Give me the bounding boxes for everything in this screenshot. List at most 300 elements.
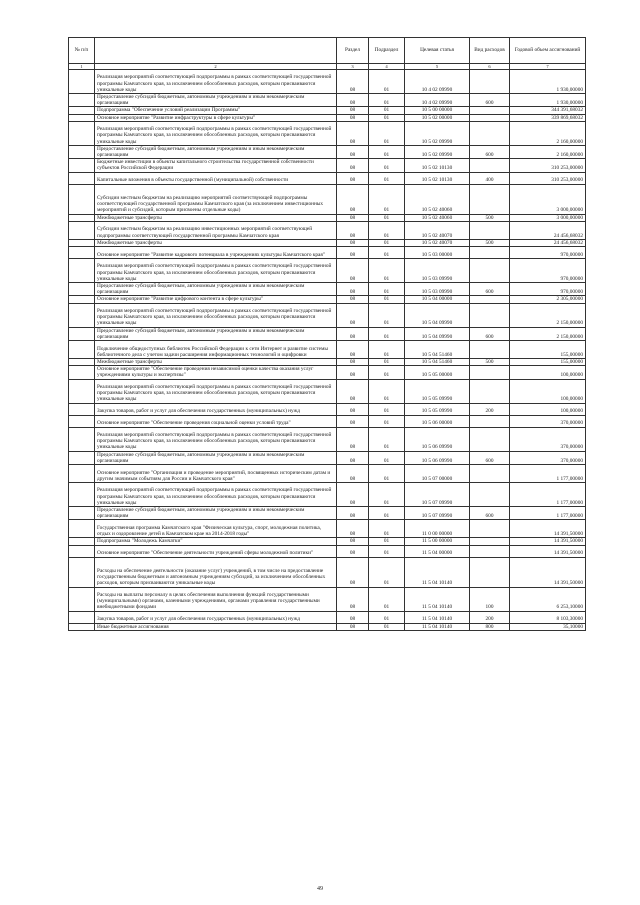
row-razdel-cell: 08 <box>337 184 369 214</box>
row-target-article-cell: 10 5 02 09990 <box>405 145 470 158</box>
row-amount-cell: 970,00000 <box>510 247 586 259</box>
row-expense-type-cell <box>470 107 510 114</box>
row-target-article-cell: 10 5 06 09990 <box>405 427 470 451</box>
row-name-cell: Подпрограмма "Молодежь Камчатки" <box>95 538 337 545</box>
row-target-article-cell: 10 5 02 40070 <box>405 239 470 246</box>
row-target-article-cell: 10 5 04 51460 <box>405 341 470 359</box>
row-amount-cell: 100,00000 <box>510 379 586 403</box>
row-number-cell <box>69 465 95 483</box>
row-razdel-cell: 08 <box>337 70 369 94</box>
row-razdel-cell: 08 <box>337 507 369 520</box>
row-podrazdel-cell: 01 <box>369 94 405 107</box>
row-expense-type-cell: 600 <box>470 507 510 520</box>
row-razdel-cell: 08 <box>337 283 369 296</box>
row-name-cell: Основное мероприятие "Развитие кадрового потенциала в учреждениях культуры Камчатского края" <box>95 247 337 259</box>
row-podrazdel-cell: 01 <box>369 283 405 296</box>
row-podrazdel-cell: 01 <box>369 172 405 184</box>
row-podrazdel-cell: 01 <box>369 623 405 630</box>
row-number-cell <box>69 247 95 259</box>
header-col-podrazdel: Подраздел <box>369 38 405 64</box>
table-row <box>69 283 586 296</box>
row-number-cell <box>69 107 95 114</box>
row-razdel-cell: 08 <box>337 259 369 283</box>
row-name-cell: Предоставление субсидий бюджетным, автономным учреждениям и иным некоммерческим организациям <box>95 283 337 296</box>
row-target-article-cell: 10 5 02 09990 <box>405 121 470 145</box>
table-row <box>69 427 586 451</box>
row-amount-cell: 14 391,50000 <box>510 538 586 545</box>
row-amount-cell: 370,00000 <box>510 451 586 464</box>
table-row <box>69 214 586 221</box>
table-row <box>69 327 586 340</box>
row-amount-cell: 1 930,00000 <box>510 70 586 94</box>
row-number-cell <box>69 114 95 121</box>
row-target-article-cell: 10 5 02 40060 <box>405 214 470 221</box>
row-name-cell: Предоставление субсидий бюджетным, автономным учреждениям и иным некоммерческим организациям <box>95 327 337 340</box>
row-expense-type-cell <box>470 259 510 283</box>
row-amount-cell: 1 177,00000 <box>510 465 586 483</box>
row-expense-type-cell <box>470 379 510 403</box>
row-target-article-cell: 10 5 05 09990 <box>405 403 470 415</box>
row-name-cell: Основное мероприятие "Обеспечение проведения социальной оценки условий труда" <box>95 415 337 427</box>
row-amount-cell: 310 253,00000 <box>510 159 586 172</box>
row-target-article-cell: 10 5 02 00000 <box>405 114 470 121</box>
row-podrazdel-cell: 01 <box>369 587 405 611</box>
row-number-cell <box>69 507 95 520</box>
table-row <box>69 483 586 507</box>
page-number: 49 <box>317 886 323 892</box>
row-razdel-cell: 08 <box>337 94 369 107</box>
row-amount-cell: 100,00000 <box>510 366 586 379</box>
row-number-cell <box>69 587 95 611</box>
table-row <box>69 451 586 464</box>
row-podrazdel-cell: 01 <box>369 214 405 221</box>
row-name-cell: Расходы на выплаты персоналу в целях обеспечения выполнения функций государственными (муниципальными) органами, казенными учреждениями, органами управления государственными внебюджетными фондами <box>95 587 337 611</box>
table-row <box>69 107 586 114</box>
row-podrazdel-cell: 01 <box>369 121 405 145</box>
row-name-cell: Субсидии местным бюджетам на реализацию инвестиционных мероприятий соответствующей подпрограммы соответствующей государственной программы Камчатского края <box>95 221 337 239</box>
row-amount-cell: 155,00000 <box>510 359 586 366</box>
row-name-cell: Основное мероприятие "Обеспечение проведения независимой оценки качества оказания услуг учреждениями культуры и экспертизы" <box>95 366 337 379</box>
column-index: 6 <box>470 64 510 70</box>
table-body <box>69 70 586 631</box>
row-number-cell <box>69 303 95 327</box>
row-razdel-cell: 08 <box>337 623 369 630</box>
table-row <box>69 159 586 172</box>
table-row <box>69 145 586 158</box>
table-row <box>69 70 586 94</box>
header-col-expense-type: Вид расходов <box>470 38 510 64</box>
row-razdel-cell: 08 <box>337 114 369 121</box>
row-razdel-cell: 08 <box>337 172 369 184</box>
row-amount-cell: 100,00000 <box>510 403 586 415</box>
row-podrazdel-cell: 01 <box>369 520 405 538</box>
row-razdel-cell: 08 <box>337 247 369 259</box>
row-name-cell: Реализация мероприятий соответствующей подпрограммы в рамках соответствующей государственной программы Камчатского края, за исключением обособленных расходов, которым присваиваются уникальные коды <box>95 427 337 451</box>
row-podrazdel-cell: 01 <box>369 427 405 451</box>
row-podrazdel-cell: 01 <box>369 145 405 158</box>
row-name-cell: Реализация мероприятий соответствующей подпрограммы в рамках соответствующей государственной программы Камчатского края, за исключением обособленных расходов, которым присваиваются уникальные коды <box>95 379 337 403</box>
row-expense-type-cell: 600 <box>470 283 510 296</box>
row-number-cell <box>69 366 95 379</box>
row-name-cell: Закупка товаров, работ и услуг для обеспечения государственных (муниципальных) нужд <box>95 403 337 415</box>
row-razdel-cell: 08 <box>337 379 369 403</box>
row-expense-type-cell <box>470 184 510 214</box>
row-razdel-cell: 08 <box>337 451 369 464</box>
row-number-cell <box>69 121 95 145</box>
row-razdel-cell: 08 <box>337 557 369 587</box>
row-target-article-cell: 11 5 04 10140 <box>405 557 470 587</box>
row-podrazdel-cell: 01 <box>369 107 405 114</box>
row-target-article-cell: 10 4 02 09990 <box>405 70 470 94</box>
row-expense-type-cell: 500 <box>470 239 510 246</box>
row-podrazdel-cell: 01 <box>369 296 405 303</box>
row-number-cell <box>69 283 95 296</box>
row-amount-cell: 2 150,00000 <box>510 327 586 340</box>
row-expense-type-cell <box>470 557 510 587</box>
row-amount-cell: 310 253,00000 <box>510 172 586 184</box>
table-row <box>69 611 586 623</box>
row-amount-cell: 6 253,10000 <box>510 587 586 611</box>
table-row <box>69 184 586 214</box>
row-target-article-cell: 10 5 06 00000 <box>405 415 470 427</box>
row-target-article-cell: 11 5 04 00000 <box>405 545 470 557</box>
row-target-article-cell: 10 5 07 00000 <box>405 465 470 483</box>
table-row <box>69 247 586 259</box>
row-podrazdel-cell: 01 <box>369 465 405 483</box>
row-expense-type-cell: 600 <box>470 145 510 158</box>
row-number-cell <box>69 221 95 239</box>
row-name-cell: Подключение общедоступных библиотек Российской Федерации к сети Интернет и развитие системы библиотечного дела с учетом задачи расширения информационных технологий и оцифровки <box>95 341 337 359</box>
row-podrazdel-cell: 01 <box>369 327 405 340</box>
row-number-cell <box>69 341 95 359</box>
row-number-cell <box>69 296 95 303</box>
row-name-cell: Основное мероприятие "Обеспечение деятельности учреждений сферы молодежной политики" <box>95 545 337 557</box>
table-row <box>69 557 586 587</box>
row-razdel-cell: 08 <box>337 327 369 340</box>
column-index: 7 <box>510 64 586 70</box>
table-row <box>69 239 586 246</box>
row-razdel-cell: 08 <box>337 587 369 611</box>
row-razdel-cell: 08 <box>337 366 369 379</box>
row-amount-cell: 14 391,50000 <box>510 520 586 538</box>
row-expense-type-cell <box>470 221 510 239</box>
row-expense-type-cell <box>470 545 510 557</box>
row-podrazdel-cell: 01 <box>369 359 405 366</box>
row-name-cell: Межбюджетные трансферты <box>95 359 337 366</box>
row-podrazdel-cell: 01 <box>369 114 405 121</box>
row-number-cell <box>69 159 95 172</box>
row-name-cell: Подпрограмма "Обеспечение условий реализации Программы" <box>95 107 337 114</box>
table-row <box>69 623 586 630</box>
row-name-cell: Государственная программа Камчатского края "Физическая культура, спорт, молодежная политика, отдых и оздоровление детей в Камчатском крае на 2014-2018 годы" <box>95 520 337 538</box>
row-name-cell: Реализация мероприятий соответствующей подпрограммы в рамках соответствующей государственной программы Камчатского края, за исключением обособленных расходов, которым присваиваются уникальные коды <box>95 121 337 145</box>
row-target-article-cell: 10 5 04 09990 <box>405 327 470 340</box>
row-amount-cell: 24 456,68032 <box>510 239 586 246</box>
row-amount-cell: 2 160,00000 <box>510 145 586 158</box>
row-razdel-cell: 08 <box>337 107 369 114</box>
row-amount-cell: 14 391,50000 <box>510 545 586 557</box>
row-expense-type-cell <box>470 366 510 379</box>
row-podrazdel-cell: 01 <box>369 538 405 545</box>
row-expense-type-cell <box>470 247 510 259</box>
row-expense-type-cell <box>470 303 510 327</box>
row-expense-type-cell <box>470 415 510 427</box>
row-amount-cell: 370,00000 <box>510 427 586 451</box>
table-row <box>69 520 586 538</box>
row-razdel-cell: 08 <box>337 520 369 538</box>
row-name-cell: Основное мероприятие "Организация и проведение мероприятий, посвященных историческим датам и другим значимым событиям для России и Камчатского края" <box>95 465 337 483</box>
row-target-article-cell: 10 5 02 40070 <box>405 221 470 239</box>
row-razdel-cell: 08 <box>337 239 369 246</box>
row-podrazdel-cell: 01 <box>369 239 405 246</box>
row-razdel-cell: 08 <box>337 403 369 415</box>
row-amount-cell: 339 869,68032 <box>510 114 586 121</box>
row-amount-cell: 2 160,00000 <box>510 121 586 145</box>
row-number-cell <box>69 403 95 415</box>
row-target-article-cell: 11 5 04 10140 <box>405 623 470 630</box>
row-razdel-cell: 08 <box>337 483 369 507</box>
row-name-cell: Закупка товаров, работ и услуг для обеспечения государственных (муниципальных) нужд <box>95 611 337 623</box>
table-row <box>69 259 586 283</box>
row-name-cell: Предоставление субсидий бюджетным, автономным учреждениям и иным некоммерческим организациям <box>95 94 337 107</box>
row-podrazdel-cell: 01 <box>369 70 405 94</box>
row-expense-type-cell: 400 <box>470 172 510 184</box>
row-podrazdel-cell: 01 <box>369 184 405 214</box>
row-razdel-cell: 08 <box>337 296 369 303</box>
row-amount-cell: 155,00000 <box>510 341 586 359</box>
table-row <box>69 121 586 145</box>
row-expense-type-cell <box>470 121 510 145</box>
row-razdel-cell: 08 <box>337 121 369 145</box>
row-podrazdel-cell: 01 <box>369 303 405 327</box>
row-name-cell: Капитальные вложения в объекты государственной (муниципальной) собственности <box>95 172 337 184</box>
row-amount-cell: 1 177,00000 <box>510 483 586 507</box>
column-index: 2 <box>95 64 337 70</box>
row-expense-type-cell <box>470 427 510 451</box>
row-podrazdel-cell: 01 <box>369 379 405 403</box>
row-target-article-cell: 11 5 00 00000 <box>405 538 470 545</box>
row-number-cell <box>69 379 95 403</box>
row-target-article-cell: 10 5 07 09990 <box>405 507 470 520</box>
row-number-cell <box>69 214 95 221</box>
row-razdel-cell: 08 <box>337 214 369 221</box>
row-target-article-cell: 10 5 04 51460 <box>405 359 470 366</box>
row-expense-type-cell <box>470 538 510 545</box>
row-podrazdel-cell: 01 <box>369 366 405 379</box>
row-number-cell <box>69 94 95 107</box>
row-expense-type-cell: 200 <box>470 403 510 415</box>
row-number-cell <box>69 451 95 464</box>
row-razdel-cell: 08 <box>337 545 369 557</box>
table-row <box>69 465 586 483</box>
row-name-cell: Реализация мероприятий соответствующей подпрограммы в рамках соответствующей государственной программы Камчатского края, за исключением обособленных расходов, которым присваиваются уникальные коды <box>95 259 337 283</box>
row-name-cell: Реализация мероприятий соответствующей подпрограммы в рамках соответствующей государственной программы Камчатского края, за исключением обособленных расходов, которым присваиваются уникальные коды <box>95 70 337 94</box>
row-amount-cell: 344 391,68032 <box>510 107 586 114</box>
row-name-cell: Иные бюджетные ассигнования <box>95 623 337 630</box>
row-expense-type-cell <box>470 465 510 483</box>
row-name-cell: Предоставление субсидий бюджетным, автономным учреждениям и иным некоммерческим организациям <box>95 145 337 158</box>
column-index: 4 <box>369 64 405 70</box>
row-name-cell: Реализация мероприятий соответствующей подпрограммы в рамках соответствующей государственной программы Камчатского края, за исключением обособленных расходов, которым присваиваются уникальные коды <box>95 303 337 327</box>
row-amount-cell: 1 177,00000 <box>510 507 586 520</box>
row-razdel-cell: 08 <box>337 145 369 158</box>
row-number-cell <box>69 259 95 283</box>
row-razdel-cell: 08 <box>337 611 369 623</box>
row-expense-type-cell: 200 <box>470 611 510 623</box>
row-number-cell <box>69 520 95 538</box>
row-target-article-cell: 10 5 02 40060 <box>405 184 470 214</box>
row-podrazdel-cell: 01 <box>369 451 405 464</box>
row-name-cell: Предоставление субсидий бюджетным, автономным учреждениям и иным некоммерческим организациям <box>95 507 337 520</box>
header-col-annual-amount: Годовой объем ассигнований <box>510 38 586 64</box>
row-name-cell: Межбюджетные трансферты <box>95 239 337 246</box>
row-razdel-cell: 08 <box>337 538 369 545</box>
row-amount-cell: 3 000,00000 <box>510 214 586 221</box>
row-amount-cell: 3 000,00000 <box>510 184 586 214</box>
row-number-cell <box>69 359 95 366</box>
column-index: 5 <box>405 64 470 70</box>
row-name-cell: Реализация мероприятий соответствующей подпрограммы в рамках соответствующей государственной программы Камчатского края, за исключением обособленных расходов, которым присваиваются уникальные коды <box>95 483 337 507</box>
row-podrazdel-cell: 01 <box>369 341 405 359</box>
row-amount-cell: 970,00000 <box>510 259 586 283</box>
row-podrazdel-cell: 01 <box>369 403 405 415</box>
table-row <box>69 415 586 427</box>
budget-table <box>68 37 586 631</box>
row-amount-cell: 8 103,30000 <box>510 611 586 623</box>
header-col-name <box>95 38 337 64</box>
table-row <box>69 379 586 403</box>
row-podrazdel-cell: 01 <box>369 611 405 623</box>
row-number-cell <box>69 145 95 158</box>
row-expense-type-cell <box>470 520 510 538</box>
row-number-cell <box>69 70 95 94</box>
table-row <box>69 366 586 379</box>
header-col-target-article: Целевая статья <box>405 38 470 64</box>
row-expense-type-cell <box>470 70 510 94</box>
row-target-article-cell: 10 5 06 09990 <box>405 451 470 464</box>
row-amount-cell: 1 930,00000 <box>510 94 586 107</box>
table-row <box>69 172 586 184</box>
row-expense-type-cell: 600 <box>470 327 510 340</box>
row-name-cell: Бюджетные инвестиции в объекты капитального строительства государственной собственности субъектов Российской Федерации <box>95 159 337 172</box>
row-target-article-cell: 10 5 07 09990 <box>405 483 470 507</box>
row-razdel-cell: 08 <box>337 465 369 483</box>
row-number-cell <box>69 623 95 630</box>
table-row <box>69 538 586 545</box>
row-target-article-cell: 10 4 02 09990 <box>405 94 470 107</box>
row-podrazdel-cell: 01 <box>369 415 405 427</box>
column-index: 3 <box>337 64 369 70</box>
table-row <box>69 507 586 520</box>
row-razdel-cell: 08 <box>337 159 369 172</box>
row-number-cell <box>69 415 95 427</box>
row-expense-type-cell <box>470 483 510 507</box>
row-expense-type-cell <box>470 159 510 172</box>
row-number-cell <box>69 611 95 623</box>
table-row <box>69 341 586 359</box>
row-razdel-cell: 08 <box>337 221 369 239</box>
row-target-article-cell: 10 5 03 09990 <box>405 283 470 296</box>
row-target-article-cell: 10 5 04 00000 <box>405 296 470 303</box>
row-amount-cell: 2 150,00000 <box>510 303 586 327</box>
row-name-cell: Предоставление субсидий бюджетным, автономным учреждениям и иным некоммерческим организациям <box>95 451 337 464</box>
row-razdel-cell: 08 <box>337 415 369 427</box>
table-row <box>69 94 586 107</box>
row-number-cell <box>69 172 95 184</box>
row-expense-type-cell <box>470 341 510 359</box>
row-target-article-cell: 10 5 03 09990 <box>405 259 470 283</box>
row-podrazdel-cell: 01 <box>369 507 405 520</box>
row-expense-type-cell <box>470 296 510 303</box>
row-number-cell <box>69 557 95 587</box>
row-number-cell <box>69 184 95 214</box>
table-row <box>69 296 586 303</box>
row-amount-cell: 35,10000 <box>510 623 586 630</box>
row-target-article-cell: 11 0 00 00000 <box>405 520 470 538</box>
row-number-cell <box>69 239 95 246</box>
row-number-cell <box>69 427 95 451</box>
table-row <box>69 114 586 121</box>
row-target-article-cell: 10 5 02 10130 <box>405 159 470 172</box>
header-row <box>69 38 586 64</box>
row-target-article-cell: 10 5 02 10130 <box>405 172 470 184</box>
row-amount-cell: 370,00000 <box>510 415 586 427</box>
row-expense-type-cell: 500 <box>470 359 510 366</box>
row-amount-cell: 24 456,68032 <box>510 221 586 239</box>
row-expense-type-cell <box>470 114 510 121</box>
row-name-cell: Межбюджетные трансферты <box>95 214 337 221</box>
table-row <box>69 221 586 239</box>
row-amount-cell: 2 305,00000 <box>510 296 586 303</box>
row-target-article-cell: 11 5 04 10140 <box>405 587 470 611</box>
row-podrazdel-cell: 01 <box>369 159 405 172</box>
row-expense-type-cell: 100 <box>470 587 510 611</box>
row-number-cell <box>69 483 95 507</box>
row-number-cell <box>69 327 95 340</box>
row-expense-type-cell: 500 <box>470 214 510 221</box>
table-row <box>69 403 586 415</box>
row-expense-type-cell: 800 <box>470 623 510 630</box>
table-row <box>69 587 586 611</box>
row-name-cell: Расходы на обеспечение деятельности (оказание услуг) учреждений, в том числе на предоставление государственным бюджетным и автономным учреждениям субсидий, за исключением обособленных расходов, которым присваиваются уникальные коды <box>95 557 337 587</box>
table-row <box>69 359 586 366</box>
row-razdel-cell: 08 <box>337 427 369 451</box>
row-razdel-cell: 08 <box>337 341 369 359</box>
row-amount-cell: 970,00000 <box>510 283 586 296</box>
row-target-article-cell: 10 5 05 00000 <box>405 366 470 379</box>
row-expense-type-cell: 600 <box>470 451 510 464</box>
row-podrazdel-cell: 01 <box>369 247 405 259</box>
table-row <box>69 545 586 557</box>
row-amount-cell: 14 391,50000 <box>510 557 586 587</box>
row-podrazdel-cell: 01 <box>369 557 405 587</box>
row-razdel-cell: 08 <box>337 359 369 366</box>
header-col-number: № п/п <box>69 38 95 64</box>
row-podrazdel-cell: 01 <box>369 259 405 283</box>
row-expense-type-cell: 600 <box>470 94 510 107</box>
table-row <box>69 303 586 327</box>
row-podrazdel-cell: 01 <box>369 483 405 507</box>
row-number-cell <box>69 545 95 557</box>
row-name-cell: Основное мероприятие "Развитие инфраструктуры в сфере культуры" <box>95 114 337 121</box>
row-podrazdel-cell: 01 <box>369 545 405 557</box>
row-target-article-cell: 10 5 04 09990 <box>405 303 470 327</box>
row-podrazdel-cell: 01 <box>369 221 405 239</box>
header-col-razdel: Раздел <box>337 38 369 64</box>
row-number-cell <box>69 538 95 545</box>
column-index: 1 <box>69 64 95 70</box>
row-target-article-cell: 10 5 05 09990 <box>405 379 470 403</box>
